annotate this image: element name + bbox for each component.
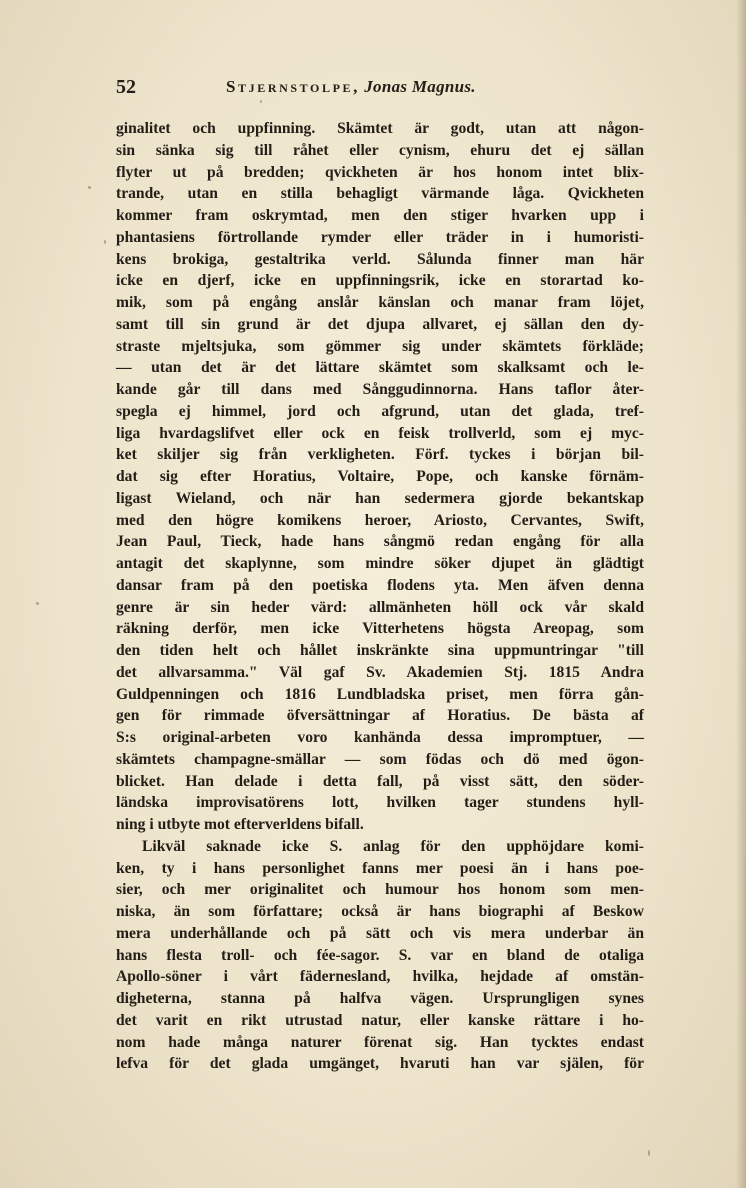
text-line: ket skiljer sig från verkligheten. Förf. tyckes i början bil- <box>116 446 644 464</box>
text-line: liga hvardagslifvet eller ock en feisk trollverld, som ej myc- <box>116 424 644 442</box>
running-head-given-names: Jonas Magnus. <box>364 77 476 96</box>
running-head <box>226 77 476 97</box>
text-line: mera underhållande och på sätt och vis mera underbar än <box>116 924 644 942</box>
text-line: blicket. Han delade i detta fall, på visst sätt, den söder- <box>116 772 644 790</box>
paper-speck <box>260 100 262 103</box>
text-line: sin sänka sig till råhet eller cynism, ehuru det ej sällan <box>116 141 644 159</box>
page-edge-shadow <box>736 0 746 1188</box>
text-line: ländska improvisatörens lott, hvilken tager stundens hyll- <box>116 794 644 812</box>
text-line: Apollo-söner i vårt fädernesland, hvilka, hejdade af omstän- <box>116 968 644 986</box>
text-line: gen för rimmade öfversättningar af Horatius. De bästa af <box>116 707 644 725</box>
text-line: trande, utan en stilla behagligt värmande låga. Qvickheten <box>116 185 644 203</box>
text-line: kommer fram oskrymtad, men den stiger hvarken upp i <box>116 207 644 224</box>
text-line: räkning derför, men icke Vitterhetens högsta Areopag, som <box>116 620 644 638</box>
text-line: hans flesta troll- och fée-sagor. S. var en bland de otaliga <box>116 946 644 964</box>
text-line: S:s original-arbeten voro kanhända dessa impromptuer, — <box>116 729 644 746</box>
page-number: 52 <box>116 76 136 98</box>
running-head-surname: Stjernstolpe, <box>226 77 360 96</box>
text-line: icke en djerf, icke en uppfinningsrik, icke en storartad ko- <box>116 272 644 290</box>
text-line: ken, ty i hans personlighet fanns mer poesi än i hans poe- <box>116 859 644 877</box>
text-line: genre är sin heder värd: allmänheten höll ock vår skald <box>116 598 644 616</box>
text-line: kande går till dans med Sånggudinnorna. Hans taflor åter- <box>116 381 644 398</box>
text-line: digheterna, stanna på halfva vägen. Ursprungligen synes <box>116 990 644 1007</box>
text-line: sier, och mer originalitet och humour hos honom som men- <box>116 881 644 899</box>
text-line: ginalitet och uppfinning. Skämtet är godt, utan att någon- <box>116 120 644 137</box>
text-line: niska, än som författare; också är hans biographi af Beskow <box>116 903 644 920</box>
text-line: skämtets champagne-smällar — som födas och dö med ögon- <box>116 750 644 768</box>
text-line: ligast Wieland, och när han sedermera gjorde bekantskap <box>116 489 644 507</box>
text-line: flyter ut på bredden; qvickheten är hos honom intet blix- <box>116 163 644 181</box>
text-line: — utan det är det lättare skämtet som skalksamt och le- <box>116 359 644 377</box>
text-line: samt till sin grund är det djupa allvaret, ej sällan den dy- <box>116 315 644 333</box>
paper-speck <box>104 240 106 244</box>
text-line: det varit en rikt utrustad natur, eller kanske rättare i ho- <box>116 1011 644 1029</box>
paper-speck <box>88 186 91 189</box>
text-line: phantasiens förtrollande rymder eller träder in i humoristi- <box>116 228 644 246</box>
text-line: med den högre komikens heroer, Ariosto, Cervantes, Swift, <box>116 511 644 529</box>
text-line: dat sig efter Horatius, Voltaire, Pope, och kanske förnäm- <box>116 468 644 485</box>
paragraph-last-line: ning i utbyte mot efterverldens bifall. <box>116 816 364 833</box>
text-line: antagit det skaplynne, som mindre söker djupet än glädtigt <box>116 555 644 572</box>
text-line: spegla ej himmel, jord och afgrund, utan det glada, tref- <box>116 402 644 420</box>
text-line: Jean Paul, Tieck, hade hans sångmö redan engång för alla <box>116 533 644 551</box>
text-line: det allvarsamma." Väl gaf Sv. Akademien Stj. 1815 Andra <box>116 663 644 681</box>
text-line: mik, som på engång anslår känslan och manar fram löjet, <box>116 294 644 311</box>
text-line: lefva för det glada umgänget, hvaruti han var själen, för <box>116 1055 644 1073</box>
paper-speck <box>524 470 526 472</box>
text-line: kens brokiga, gestaltrika verld. Sålunda finner man här <box>116 250 644 268</box>
text-line: nom hade många naturer förenat sig. Han tycktes endast <box>116 1033 644 1051</box>
body-text <box>116 118 644 1075</box>
paragraph-first-line: Likväl saknade icke S. anlag för den upphöjdare komi- <box>142 837 644 855</box>
text-line: Guldpenningen och 1816 Lundbladska priset, men förra gån- <box>116 685 644 703</box>
text-line: dansar fram på den poetiska flodens yta. Men äfven denna <box>116 576 644 594</box>
paper-speck <box>648 1150 650 1156</box>
paper-speck <box>36 602 39 605</box>
page-header <box>116 76 646 100</box>
text-line: straste mjeltsjuka, som gömmer sig under skämtets förkläde; <box>116 337 644 355</box>
text-line: den tiden helt och hållet inskränkte sina uppmuntringar "till <box>116 642 644 659</box>
